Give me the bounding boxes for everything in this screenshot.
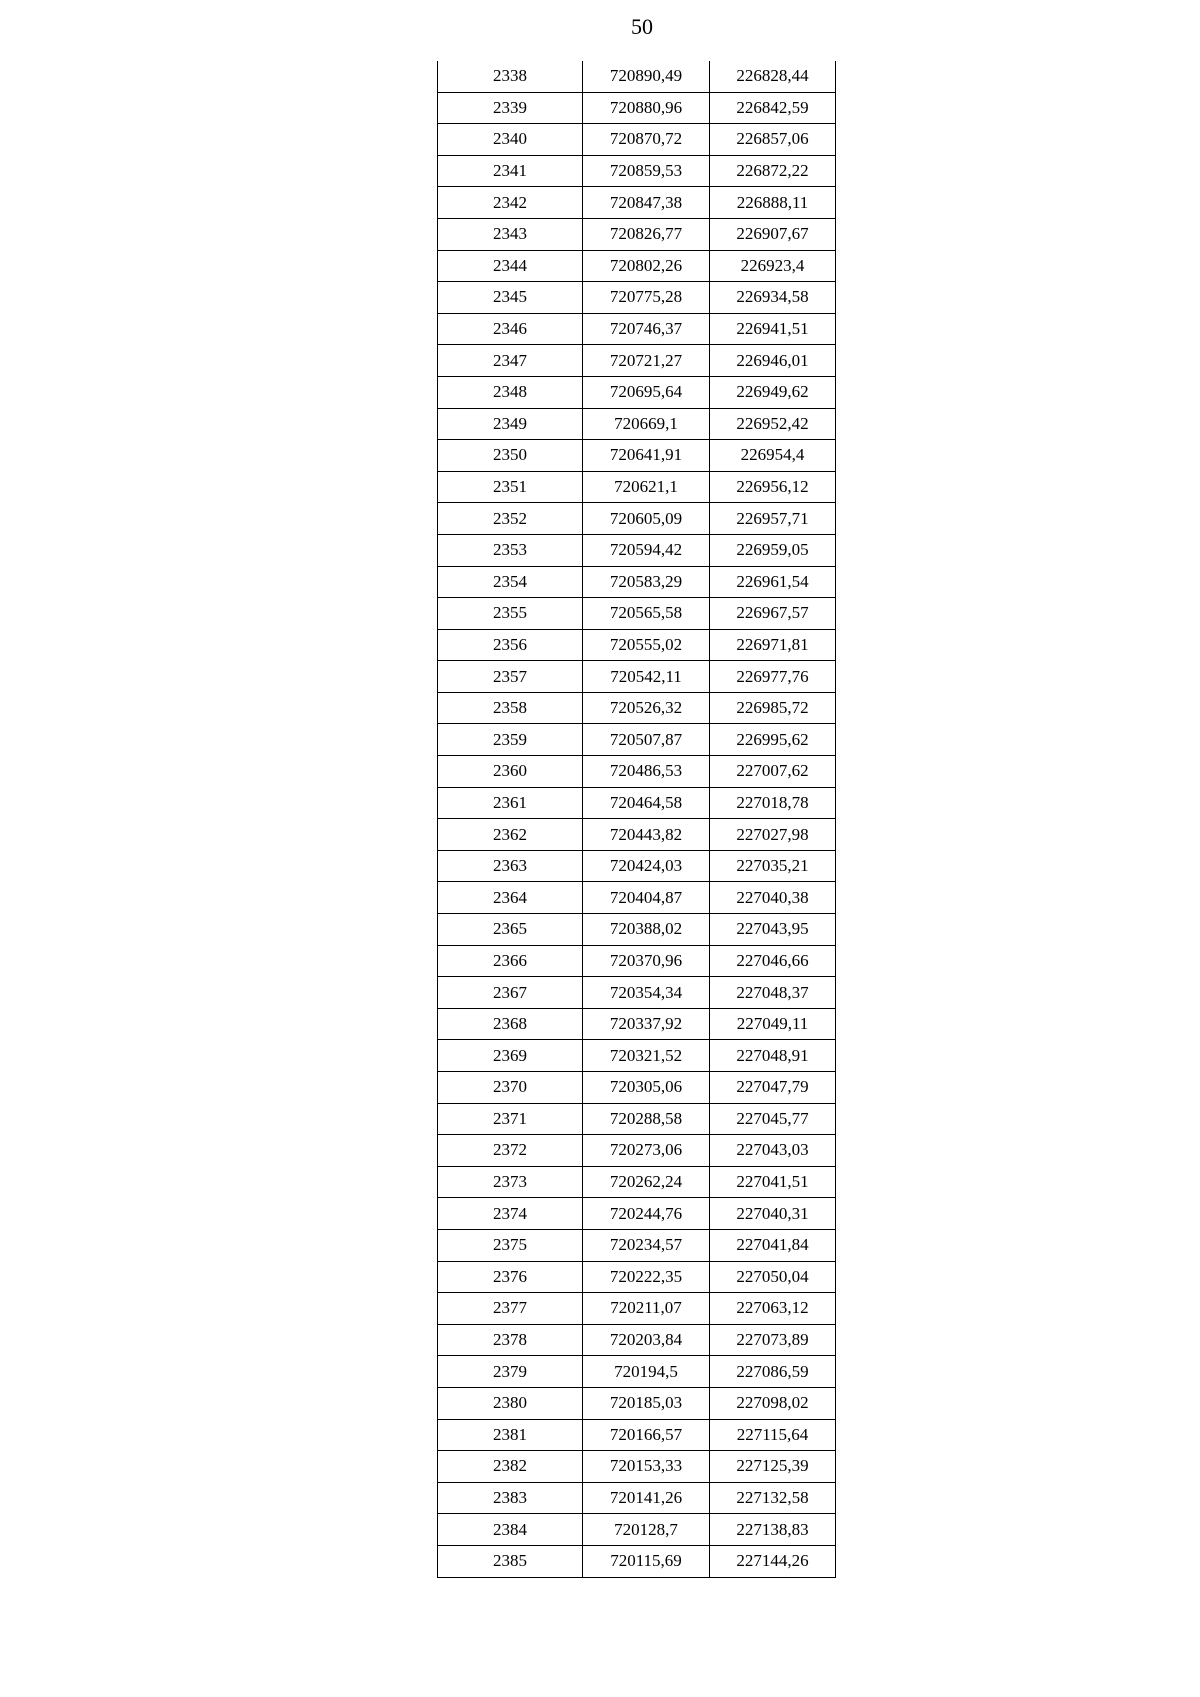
y-coordinate-cell: 227048,37 xyxy=(710,977,836,1009)
table-row xyxy=(438,408,836,440)
point-number-cell: 2362 xyxy=(438,819,583,851)
y-coordinate-cell: 226946,01 xyxy=(710,345,836,377)
y-coordinate-cell: 227086,59 xyxy=(710,1356,836,1388)
table-row xyxy=(438,1387,836,1419)
y-coordinate-cell: 226949,62 xyxy=(710,376,836,408)
x-coordinate-cell: 720847,38 xyxy=(583,187,710,219)
x-coordinate-cell: 720424,03 xyxy=(583,850,710,882)
table-row xyxy=(438,92,836,124)
x-coordinate-cell: 720141,26 xyxy=(583,1482,710,1514)
table-row xyxy=(438,1072,836,1104)
table-row xyxy=(438,376,836,408)
table-row xyxy=(438,598,836,630)
point-number-cell: 2368 xyxy=(438,1008,583,1040)
y-coordinate-cell: 226985,72 xyxy=(710,692,836,724)
y-coordinate-cell: 227041,84 xyxy=(710,1229,836,1261)
x-coordinate-cell: 720507,87 xyxy=(583,724,710,756)
point-number-cell: 2357 xyxy=(438,661,583,693)
point-number-cell: 2382 xyxy=(438,1451,583,1483)
point-number-cell: 2381 xyxy=(438,1419,583,1451)
x-coordinate-cell: 720605,09 xyxy=(583,503,710,535)
y-coordinate-cell: 226956,12 xyxy=(710,471,836,503)
point-number-cell: 2358 xyxy=(438,692,583,724)
table-row xyxy=(438,1419,836,1451)
y-coordinate-cell: 226952,42 xyxy=(710,408,836,440)
table-row xyxy=(438,282,836,314)
point-number-cell: 2367 xyxy=(438,977,583,1009)
table-row xyxy=(438,155,836,187)
table-row xyxy=(438,187,836,219)
x-coordinate-cell: 720370,96 xyxy=(583,945,710,977)
point-number-cell: 2359 xyxy=(438,724,583,756)
x-coordinate-cell: 720166,57 xyxy=(583,1419,710,1451)
y-coordinate-cell: 226857,06 xyxy=(710,124,836,156)
x-coordinate-cell: 720262,24 xyxy=(583,1166,710,1198)
x-coordinate-cell: 720669,1 xyxy=(583,408,710,440)
table-row xyxy=(438,1482,836,1514)
table-row xyxy=(438,1008,836,1040)
y-coordinate-cell: 226872,22 xyxy=(710,155,836,187)
table-row xyxy=(438,218,836,250)
point-number-cell: 2378 xyxy=(438,1324,583,1356)
y-coordinate-cell: 226923,4 xyxy=(710,250,836,282)
table-row xyxy=(438,471,836,503)
x-coordinate-cell: 720594,42 xyxy=(583,534,710,566)
point-number-cell: 2354 xyxy=(438,566,583,598)
y-coordinate-cell: 226957,71 xyxy=(710,503,836,535)
x-coordinate-cell: 720354,34 xyxy=(583,977,710,1009)
point-number-cell: 2374 xyxy=(438,1198,583,1230)
table-row xyxy=(438,1514,836,1546)
point-number-cell: 2375 xyxy=(438,1229,583,1261)
x-coordinate-cell: 720870,72 xyxy=(583,124,710,156)
x-coordinate-cell: 720128,7 xyxy=(583,1514,710,1546)
table-row xyxy=(438,819,836,851)
x-coordinate-cell: 720222,35 xyxy=(583,1261,710,1293)
x-coordinate-cell: 720153,33 xyxy=(583,1451,710,1483)
point-number-cell: 2380 xyxy=(438,1387,583,1419)
point-number-cell: 2369 xyxy=(438,1040,583,1072)
point-number-cell: 2364 xyxy=(438,882,583,914)
y-coordinate-cell: 227046,66 xyxy=(710,945,836,977)
x-coordinate-cell: 720211,07 xyxy=(583,1293,710,1325)
y-coordinate-cell: 226934,58 xyxy=(710,282,836,314)
point-number-cell: 2377 xyxy=(438,1293,583,1325)
x-coordinate-cell: 720443,82 xyxy=(583,819,710,851)
table-row xyxy=(438,1229,836,1261)
point-number-cell: 2361 xyxy=(438,787,583,819)
coordinates-table-body xyxy=(438,61,836,1577)
x-coordinate-cell: 720194,5 xyxy=(583,1356,710,1388)
x-coordinate-cell: 720802,26 xyxy=(583,250,710,282)
point-number-cell: 2360 xyxy=(438,756,583,788)
x-coordinate-cell: 720464,58 xyxy=(583,787,710,819)
page-number: 50 xyxy=(631,14,653,39)
point-number-cell: 2363 xyxy=(438,850,583,882)
point-number-cell: 2379 xyxy=(438,1356,583,1388)
y-coordinate-cell: 227041,51 xyxy=(710,1166,836,1198)
y-coordinate-cell: 226907,67 xyxy=(710,218,836,250)
point-number-cell: 2353 xyxy=(438,534,583,566)
point-number-cell: 2345 xyxy=(438,282,583,314)
y-coordinate-cell: 227018,78 xyxy=(710,787,836,819)
point-number-cell: 2338 xyxy=(493,66,527,86)
y-coordinate-cell: 227035,21 xyxy=(710,850,836,882)
point-number-cell: 2342 xyxy=(438,187,583,219)
table-row xyxy=(438,440,836,472)
point-number-cell: 2346 xyxy=(438,313,583,345)
table-row xyxy=(438,661,836,693)
x-coordinate-cell: 720746,37 xyxy=(583,313,710,345)
x-coordinate-cell: 720337,92 xyxy=(583,1008,710,1040)
y-coordinate-cell: 227048,91 xyxy=(710,1040,836,1072)
y-coordinate-cell: 227073,89 xyxy=(710,1324,836,1356)
point-number-cell: 2371 xyxy=(438,1103,583,1135)
y-coordinate-cell: 226954,4 xyxy=(710,440,836,472)
table-row xyxy=(438,124,836,156)
x-coordinate-cell: 720526,32 xyxy=(583,692,710,724)
table-row xyxy=(438,1166,836,1198)
point-number-cell: 2341 xyxy=(438,155,583,187)
table-row xyxy=(438,945,836,977)
point-number-cell: 2349 xyxy=(438,408,583,440)
table-row xyxy=(438,1451,836,1483)
x-coordinate-cell: 720305,06 xyxy=(583,1072,710,1104)
x-coordinate-cell: 720388,02 xyxy=(583,914,710,946)
x-coordinate-cell: 720244,76 xyxy=(583,1198,710,1230)
point-number-cell: 2339 xyxy=(438,92,583,124)
table-row xyxy=(438,1040,836,1072)
point-number-cell: 2372 xyxy=(438,1135,583,1167)
table-row xyxy=(438,756,836,788)
y-coordinate-cell: 226961,54 xyxy=(710,566,836,598)
table-row xyxy=(438,914,836,946)
x-coordinate-cell: 720621,1 xyxy=(583,471,710,503)
y-coordinate-cell: 227115,64 xyxy=(710,1419,836,1451)
x-coordinate-cell: 720859,53 xyxy=(583,155,710,187)
table-row xyxy=(438,313,836,345)
table-row xyxy=(438,1135,836,1167)
point-number-cell: 2348 xyxy=(438,376,583,408)
x-coordinate-cell: 720565,58 xyxy=(583,598,710,630)
y-coordinate-cell: 227098,02 xyxy=(710,1387,836,1419)
x-coordinate-cell: 720641,91 xyxy=(583,440,710,472)
y-coordinate-cell: 226828,44 xyxy=(710,61,836,92)
x-coordinate-cell: 720542,11 xyxy=(583,661,710,693)
y-coordinate-cell: 227144,26 xyxy=(710,1545,836,1577)
table-row xyxy=(438,1545,836,1577)
y-coordinate-cell: 226941,51 xyxy=(710,313,836,345)
x-coordinate-cell: 720288,58 xyxy=(583,1103,710,1135)
y-coordinate-cell: 227047,79 xyxy=(710,1072,836,1104)
point-number-cell: 2352 xyxy=(438,503,583,535)
point-number-cell: 2355 xyxy=(438,598,583,630)
x-coordinate-cell: 720486,53 xyxy=(583,756,710,788)
point-number-cell: 2347 xyxy=(438,345,583,377)
table-row xyxy=(438,345,836,377)
table-row xyxy=(438,629,836,661)
table-row xyxy=(438,787,836,819)
point-number-cell: 2344 xyxy=(438,250,583,282)
point-number-cell: 2366 xyxy=(438,945,583,977)
x-coordinate-cell: 720321,52 xyxy=(583,1040,710,1072)
table-row xyxy=(438,534,836,566)
point-number-cell: 2370 xyxy=(438,1072,583,1104)
x-coordinate-cell: 720695,64 xyxy=(583,376,710,408)
y-coordinate-cell: 227049,11 xyxy=(710,1008,836,1040)
x-coordinate-cell: 720185,03 xyxy=(583,1387,710,1419)
table-row xyxy=(438,503,836,535)
y-coordinate-cell: 227050,04 xyxy=(710,1261,836,1293)
table-row xyxy=(438,692,836,724)
table-row xyxy=(438,1261,836,1293)
x-coordinate-cell: 720890,49 xyxy=(583,61,710,92)
table-row xyxy=(438,1356,836,1388)
table-row xyxy=(438,1324,836,1356)
table-row xyxy=(438,1293,836,1325)
table-row xyxy=(438,250,836,282)
point-number-cell: 2383 xyxy=(438,1482,583,1514)
table-row xyxy=(438,977,836,1009)
table-row xyxy=(438,850,836,882)
y-coordinate-cell: 227125,39 xyxy=(710,1451,836,1483)
point-number-cell: 2343 xyxy=(438,218,583,250)
x-coordinate-cell: 720880,96 xyxy=(583,92,710,124)
x-coordinate-cell: 720234,57 xyxy=(583,1229,710,1261)
x-coordinate-cell: 720721,27 xyxy=(583,345,710,377)
x-coordinate-cell: 720583,29 xyxy=(583,566,710,598)
point-number-cell: 2365 xyxy=(438,914,583,946)
point-number-cell: 2373 xyxy=(438,1166,583,1198)
y-coordinate-cell: 227138,83 xyxy=(710,1514,836,1546)
y-coordinate-cell: 227132,58 xyxy=(710,1482,836,1514)
y-coordinate-cell: 226977,76 xyxy=(710,661,836,693)
x-coordinate-cell: 720775,28 xyxy=(583,282,710,314)
y-coordinate-cell: 227045,77 xyxy=(710,1103,836,1135)
point-number-cell: 2340 xyxy=(438,124,583,156)
y-coordinate-cell: 226971,81 xyxy=(710,629,836,661)
y-coordinate-cell: 227043,95 xyxy=(710,914,836,946)
table-row xyxy=(438,1103,836,1135)
x-coordinate-cell: 720404,87 xyxy=(583,882,710,914)
y-coordinate-cell: 226888,11 xyxy=(710,187,836,219)
x-coordinate-cell: 720203,84 xyxy=(583,1324,710,1356)
x-coordinate-cell: 720826,77 xyxy=(583,218,710,250)
coordinates-table xyxy=(437,61,836,1578)
point-number-cell: 2376 xyxy=(438,1261,583,1293)
y-coordinate-cell: 226959,05 xyxy=(710,534,836,566)
x-coordinate-cell: 720273,06 xyxy=(583,1135,710,1167)
y-coordinate-cell: 227007,62 xyxy=(710,756,836,788)
y-coordinate-cell: 227027,98 xyxy=(710,819,836,851)
y-coordinate-cell: 227043,03 xyxy=(710,1135,836,1167)
point-number-cell: 2350 xyxy=(438,440,583,472)
y-coordinate-cell: 227063,12 xyxy=(710,1293,836,1325)
point-number-cell: 2356 xyxy=(438,629,583,661)
point-number-cell: 2385 xyxy=(438,1545,583,1577)
table-row xyxy=(438,1198,836,1230)
point-number-cell: 2351 xyxy=(438,471,583,503)
table-row xyxy=(438,882,836,914)
table-row xyxy=(438,566,836,598)
x-coordinate-cell: 720555,02 xyxy=(583,629,710,661)
y-coordinate-cell: 226967,57 xyxy=(710,598,836,630)
y-coordinate-cell: 227040,31 xyxy=(710,1198,836,1230)
y-coordinate-cell: 226995,62 xyxy=(710,724,836,756)
table-row xyxy=(438,61,836,92)
point-number-cell: 2384 xyxy=(438,1514,583,1546)
y-coordinate-cell: 227040,38 xyxy=(710,882,836,914)
y-coordinate-cell: 226842,59 xyxy=(710,92,836,124)
table-row xyxy=(438,724,836,756)
x-coordinate-cell: 720115,69 xyxy=(583,1545,710,1577)
